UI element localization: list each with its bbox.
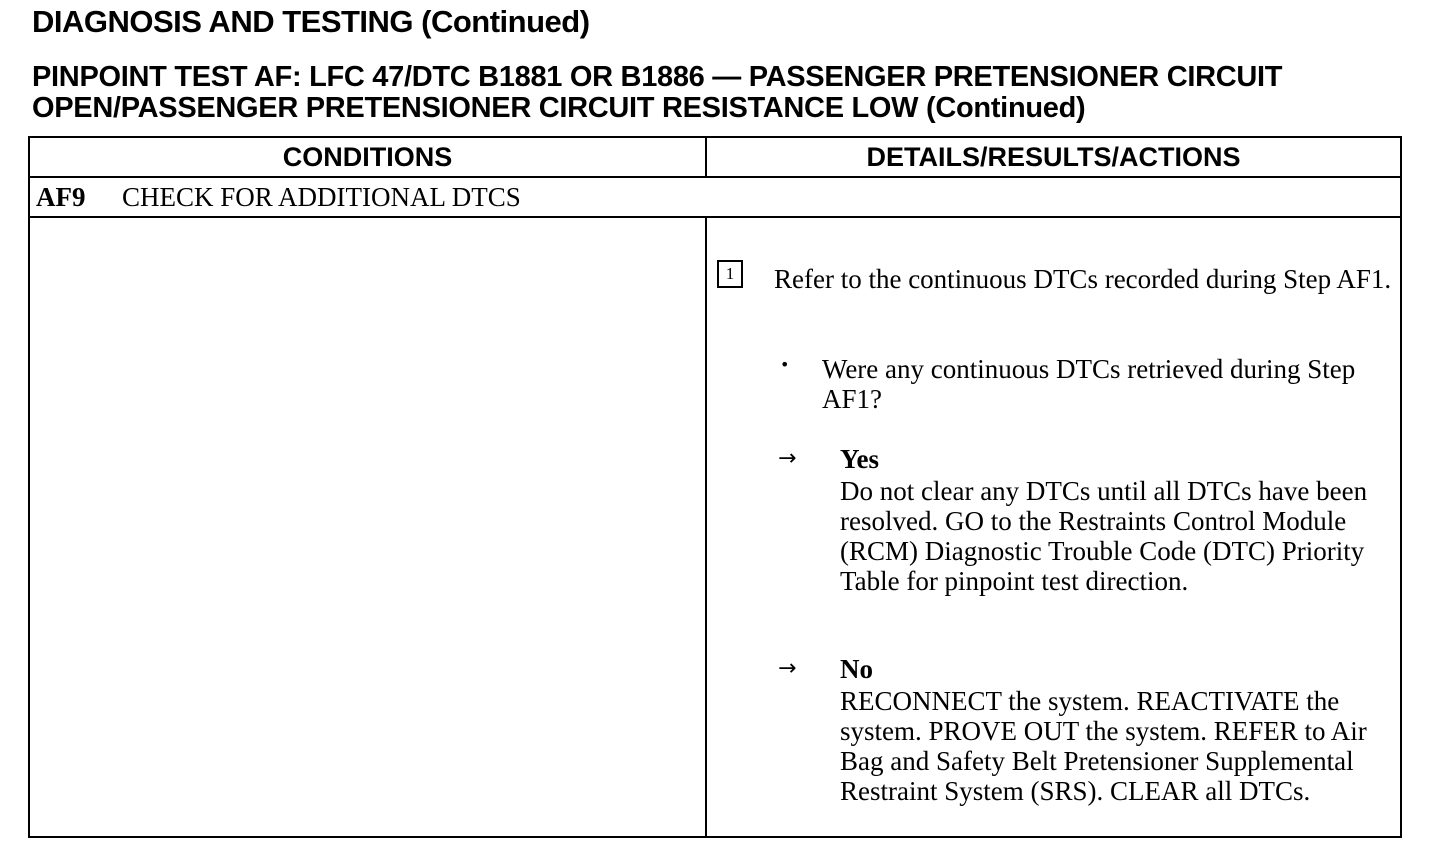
bullet-icon: • xyxy=(780,355,790,374)
test-title-line-1: PINPOINT TEST AF: LFC 47/DTC B1881 OR B1886 — PASSENGER PRETENSIONER CIRCUIT xyxy=(32,61,1283,93)
step-instruction: Refer to the continuous DTCs recorded during Step AF1. xyxy=(774,264,1392,294)
no-label: No xyxy=(840,654,873,684)
no-arrow-icon: → xyxy=(778,656,797,681)
no-action-text: RECONNECT the system. REACTIVATE the system. PROVE OUT the system. REFER to Air Bag and Safety Belt Pretensioner Supplemental Restraint System (SRS). CLEAR all DTCs. xyxy=(840,686,1367,806)
body-column-divider xyxy=(705,216,707,836)
page-title: DIAGNOSIS AND TESTING (Continued) xyxy=(32,4,590,39)
test-title-line-2: OPEN/PASSENGER PRETENSIONER CIRCUIT RESISTANCE LOW (Continued) xyxy=(32,92,1086,124)
yes-label: Yes xyxy=(840,444,879,474)
pinpoint-test-title xyxy=(32,62,1282,124)
yes-arrow-icon: → xyxy=(778,446,797,471)
step-id: AF9 xyxy=(36,182,86,212)
conditions-header: CONDITIONS xyxy=(282,142,453,172)
step-row xyxy=(36,178,521,216)
question-text: Were any continuous DTCs retrieved during Step AF1? xyxy=(822,354,1356,414)
details-header: DETAILS/RESULTS/ACTIONS xyxy=(866,142,1241,172)
step-number-box: 1 xyxy=(717,260,743,288)
yes-action-text: Do not clear any DTCs until all DTCs have been resolved. GO to the Restraints Control Module (RCM) Diagnostic Trouble Code (DTC) Priority Table for pinpoint test direction. xyxy=(840,476,1368,596)
step-title: CHECK FOR ADDITIONAL DTCS xyxy=(122,182,521,212)
step-row-divider xyxy=(30,216,1400,218)
